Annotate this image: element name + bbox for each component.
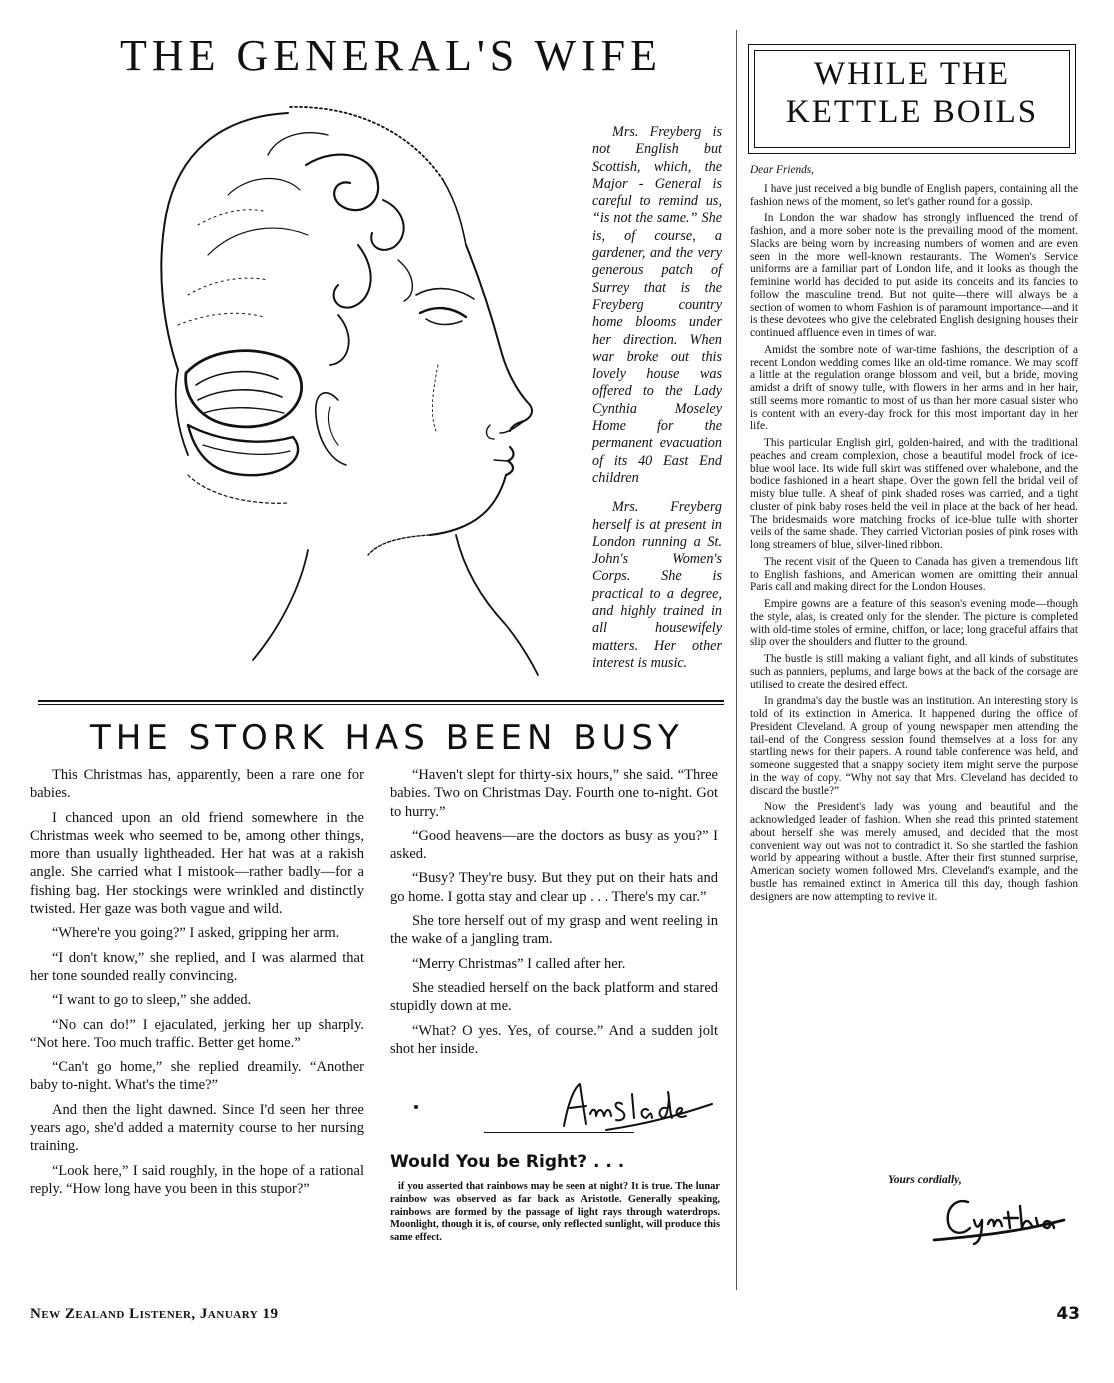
kettle-boils-title bbox=[749, 55, 1075, 131]
stork-paragraph: “I want to go to sleep,” she added. bbox=[52, 992, 252, 1009]
would-you-be-right-text bbox=[390, 1181, 720, 1245]
stork-paragraph: “Can't go home,” she replied dreamily. “Another baby to-night. What's the time?” bbox=[30, 1059, 364, 1094]
would-you-be-right-title: Would You be Right? . . . bbox=[390, 1152, 625, 1172]
kettle-paragraph: I have just received a big bundle of English papers, containing all the fashion news of the moment, so let's gather round for a gossip. bbox=[750, 182, 1078, 208]
stork-paragraph: “Haven't slept for thirty-six hours,” she said. “Three babies. Two on Christmas Day. Fourth one to-night. Got to hurry.” bbox=[390, 767, 718, 820]
stork-paragraph: “Where're you going?” I asked, gripping her arm. bbox=[52, 925, 340, 942]
stork-paragraph: She steadied herself on the back platform and stared stupidly down at me. bbox=[390, 979, 718, 1015]
stork-paragraph: She tore herself out of my grasp and went reeling in the wake of a jangling tram. bbox=[390, 913, 718, 948]
article-title-stork: THE STORK HAS BEEN BUSY bbox=[90, 718, 684, 758]
kettle-paragraph: This particular English girl, golden-haired, and with the traditional peaches and cream complexion, chose a beautiful model frock of ice-blue wool lace. Its wide full skirt was stiffened over whalebone, and the bodice fashioned in a heart shape. Over the gown fell the bridal veil of misty blue tulle. A sheaf of pink shaded roses was carried, and a tight cluster of pink baby roses held the veil in place at the back of her head. The bridesmaids wore matching frocks of ice-blue tulle with shorter veils of the same shade. They carried Victorian posies of pink roses with long streamers of blue, silver-lined ribbon. bbox=[750, 437, 1078, 551]
kettle-paragraph: The recent visit of the Queen to Canada has given a tremendous lift to English fashions, and American women are omitting their annual Paris call and making direct for the London Houses. bbox=[750, 555, 1078, 594]
kettle-closing: Yours cordially, bbox=[888, 1174, 962, 1186]
stork-paragraph: This Christmas has, apparently, been a rare one for babies. bbox=[30, 767, 364, 802]
stork-paragraph: “Merry Christmas” I called after her. bbox=[412, 955, 626, 972]
ann-slade-signature bbox=[556, 1074, 716, 1134]
footer-publication: New Zealand Listener, January 19 bbox=[30, 1306, 279, 1322]
kettle-boils-column bbox=[750, 164, 1078, 907]
stork-paragraph: And then the light dawned. Since I'd seen her three years ago, she'd added a maternity course to her nursing training. bbox=[30, 1101, 364, 1155]
article-title-generals-wife: THE GENERAL'S WIFE bbox=[120, 31, 662, 80]
stork-paragraph: “Busy? They're busy. But they put on their hats and go home. I gotta stay and clear up . . . There's my car.” bbox=[390, 870, 718, 905]
generals-wife-paragraph: Mrs. Freyberg herself is at present in London running a St. John's Women's Corps. She is practical to a degree, and highly trained in all housewifely matters. Her other interest is music. bbox=[592, 499, 722, 671]
section-rule bbox=[38, 700, 724, 702]
stork-column-1 bbox=[30, 766, 364, 1204]
stork-paragraph: “I don't know,” she replied, and I was alarmed that her tone sounded really convincing. bbox=[30, 949, 364, 984]
would-you-be-right-paragraph: if you asserted that rainbows may be seen at night? It is true. The lunar rainbow was observed as far back as Aristotle. Generally speaking, rainbows are formed by the passage of light rays through waterdrops. Moonlight, though it is, of course, only reflected sunlight, will produce this same effect. bbox=[390, 1181, 720, 1244]
kettle-title-line-1: WHILE THE bbox=[813, 56, 1011, 92]
stork-paragraph: “No can do!” I ejaculated, jerking her up sharply. “Not here. Too much traffic. Better get home.” bbox=[30, 1016, 364, 1051]
stork-paragraph: “Good heavens—are the doctors as busy as you?” I asked. bbox=[390, 827, 718, 863]
kettle-title-line-2: KETTLE BOILS bbox=[785, 94, 1039, 130]
generals-wife-paragraph: Mrs. Freyberg is not English but Scottish, which, the Major - General is careful to remind us, “is not the same.” She is, of course, a gardener, and the very generous patch of Surrey that is the Freyberg country home blooms under her direction. When war broke out this lovely house was offered to the Lady Cynthia Moseley Home for the permanent evacuation of its 40 East End children bbox=[592, 124, 722, 486]
decorative-dot bbox=[414, 1105, 418, 1109]
kettle-paragraph: Amidst the sombre note of war-time fashions, the description of a recent London wedding comes like an old-time romance. We may scoff a little at the regulation orange blossom and veil, but a bride, moving amidst a drift of snowy tulle, with flowers in her arms and in her hair, still seems more romantic to most of us than her more casual sister who is content with an every-day frock for this most important day in her life. bbox=[750, 343, 1078, 433]
kettle-paragraph: Empire gowns are a feature of this season's evening mode—though the style, alas, is created only for the slender. The picture is completed with old-time stoles of ermine, chiffon, or lace; long graceful affairs that slip over the shoulders and flutter to the ground. bbox=[750, 598, 1078, 649]
cynthia-signature bbox=[928, 1190, 1068, 1248]
portrait-sketch bbox=[38, 95, 568, 690]
stork-column-2 bbox=[390, 766, 718, 1064]
box-separator-rule bbox=[484, 1132, 634, 1133]
generals-wife-text bbox=[592, 124, 722, 684]
kettle-paragraph: Now the President's lady was young and beautiful and the acknowledged leader of fashion. When she read this printed statement about herself she was merely amused, and decided that the most convenient way out was not to contradict it. So she startled the fashion world by appearing without a bustle. After their first stunned surprise, American society women followed Mrs. Cleveland's example, and the bustle has remained extinct in America till this day, though fashion designers are now attempting to revive it. bbox=[750, 801, 1078, 903]
kettle-boils-title-box bbox=[748, 44, 1076, 154]
section-rule-thin bbox=[38, 704, 724, 705]
column-divider bbox=[736, 30, 737, 1290]
kettle-greeting: Dear Friends, bbox=[750, 164, 815, 176]
stork-paragraph: “What? O yes. Yes, of course.” And a sudden jolt shot her inside. bbox=[390, 1022, 718, 1057]
stork-paragraph: “Look here,” I said roughly, in the hope of a rational reply. “How long have you been in this stupor?” bbox=[30, 1162, 364, 1197]
stork-paragraph: I chanced upon an old friend somewhere in the Christmas week who seemed to be, among other things, more than usually lightheaded. Her hat was at a rakish angle. She carried what I mistook—rather badly—for a fishing bag. Her stockings were wrinkled and distinctly twisted. Her gaze was both vague and wild. bbox=[30, 809, 364, 918]
footer-page-number: 43 bbox=[1056, 1304, 1080, 1324]
kettle-paragraph: The bustle is still making a valiant fight, and all kinds of substitutes such as panniers, peplums, and large bows at the back of the corsage are utilised to create the desired effect. bbox=[750, 653, 1078, 691]
kettle-paragraph: In London the war shadow has strongly influenced the trend of fashion, and a more sober note is the prevailing mood of the moment. Slacks are being worn by increasing numbers of women and are even seen in the more well-known restaurants. The Women's Service uniforms are a familiar part of London life, and it looks as though the feminine world has decided to put aside its conceits and its fancies to follow the masculine trend. But not quite—there will always be a section of women to whom Fashion is of paramount importance—and it is these devotees who give the celebrated English designing houses their continued affluence even in times of war. bbox=[750, 212, 1078, 339]
kettle-paragraph: In grandma's day the bustle was an institution. An interesting story is told of its extinction in America. It happened during the office of President Cleveland. A group of young newspaper men attending the tail-end of the Congress session found themselves at a loss for any startling news for their papers. A round table conference was held, and someone suggested that a snappy society item might serve the purpose in the way of copy. “Why not say that Mrs. Cleveland has decided to discard the bustle?” bbox=[750, 695, 1078, 797]
